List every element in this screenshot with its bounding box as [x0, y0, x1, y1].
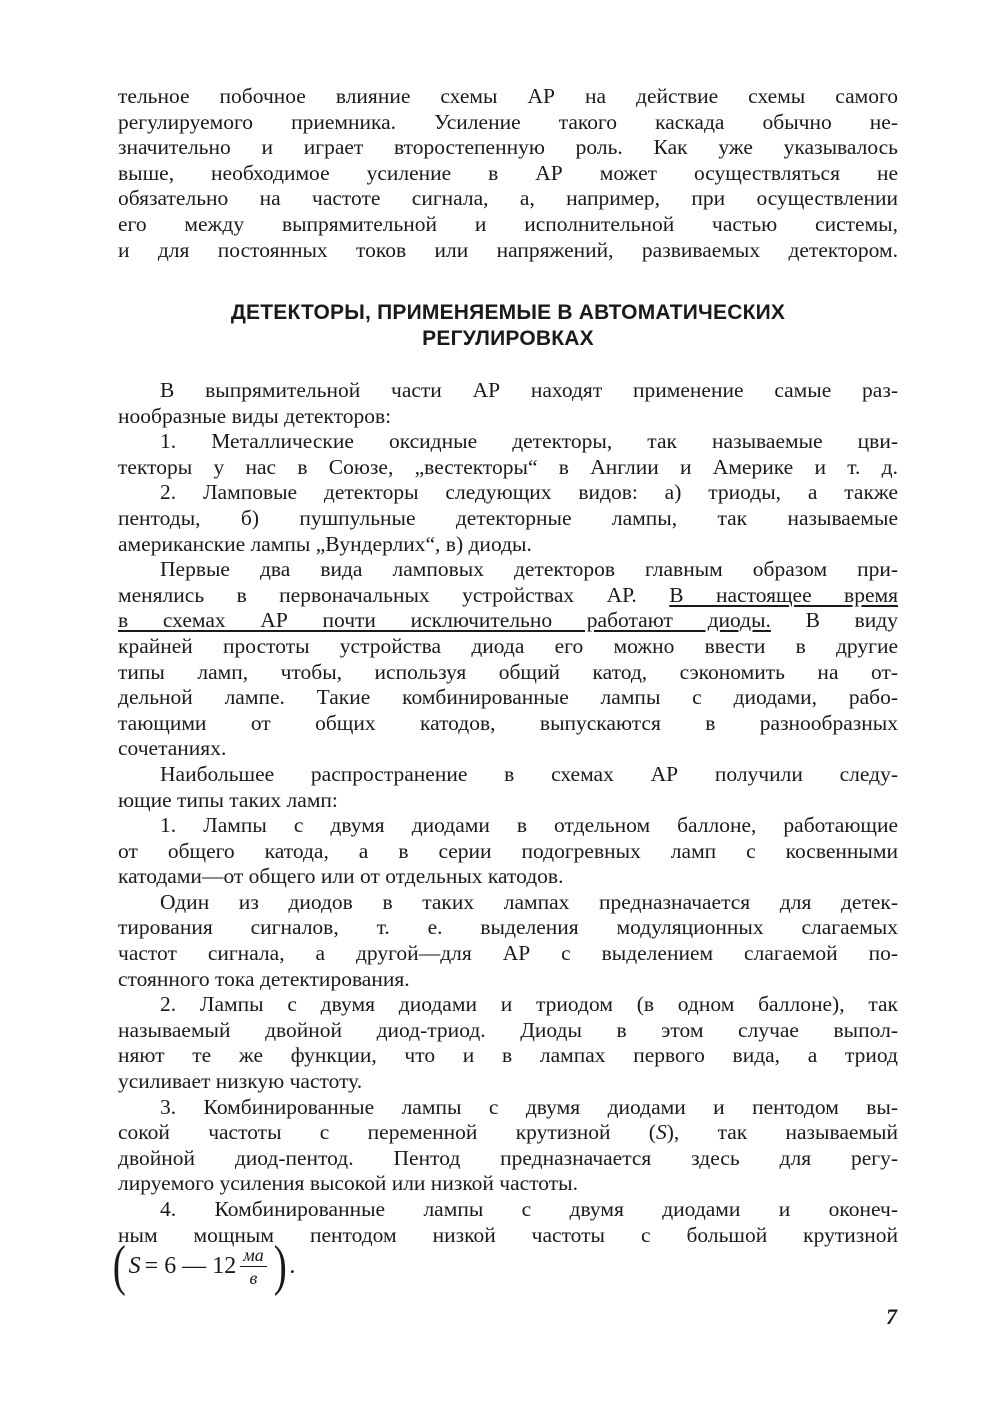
text-line: 3. Комбинированные лампы с двумя диодами и пентодом вы-	[160, 1094, 898, 1119]
text-line: американские лампы „Вундерлих“, в) диоды.	[118, 531, 532, 556]
text-line: В выпрямительной части АР находят применение самые раз-	[160, 378, 898, 402]
text-line: лируемого усиления высокой или низкой частоты.	[118, 1171, 578, 1196]
fraction-denominator: в	[249, 1267, 258, 1288]
text-line: двойной диод-пентод. Пентод предназначается здесь для регу-	[118, 1145, 898, 1170]
formula-symbol: S	[128, 1252, 141, 1279]
text-line: пентоды, б) пушпульные детекторные лампы, так называемые	[118, 505, 898, 530]
text-line: тельное побочное влияние схемы АР на действие схемы самого	[118, 84, 898, 108]
text-line: 4. Комбинированные лампы с двумя диодами и оконеч-	[160, 1197, 898, 1221]
text-line: крайней простоты устройства диода его можно ввести в другие	[118, 633, 898, 658]
text-line: ющие типы таких ламп:	[118, 787, 338, 812]
page-number: 7	[886, 1304, 897, 1329]
formula	[110, 1236, 295, 1296]
text-line	[118, 583, 898, 609]
formula-fraction	[240, 1244, 267, 1289]
fraction-numerator: ма	[240, 1244, 267, 1267]
text-line: сочетаниях.	[118, 736, 227, 761]
underlined-text: В настоящее время	[669, 582, 898, 607]
text-line: усиливает низкую частоту.	[118, 1069, 363, 1094]
heading-line-1: ДЕТЕКТОРЫ, ПРИМЕНЯЕМЫЕ В АВТОМАТИЧЕСКИХ	[230, 301, 786, 324]
text-line: текторы у нас в Союзе, „вестекторы“ в Англии и Америке и т. д.	[118, 454, 898, 479]
text-line: от общего катода, а в серии подогревных ламп с косвенными	[118, 838, 898, 863]
text-span: ), так называемый	[666, 1120, 899, 1145]
text-line: его между выпрямительной и исполнительной частью системы,	[118, 211, 898, 236]
text-line: няют те же функции, что и в лампах первого вида, а триод	[118, 1043, 898, 1068]
top-paragraph	[118, 84, 898, 263]
text-line: и для постоянных токов или напряжений, развиваемых детектором.	[118, 237, 898, 262]
text-line: нообразные виды детекторов:	[118, 403, 392, 428]
text-line: Один из диодов в таких лампах предназначается для детек-	[160, 889, 898, 914]
section-heading	[118, 300, 898, 352]
text-line: 2. Лампы с двумя диодами и триодом (в одном баллоне), так	[160, 992, 898, 1017]
text-span: сокой частоты с переменной крутизной (	[118, 1120, 656, 1145]
text-line: тирования сигналов, т. е. выделения модуляционных слагаемых	[118, 915, 898, 940]
text-span: менялись в первоначальных устройствах АР.	[118, 582, 670, 607]
formula-dot: .	[289, 1252, 296, 1279]
text-line: 1. Металлические оксидные детекторы, так называемые цви-	[160, 429, 898, 454]
text-line: обязательно на частоте сигнала, а, например, при осуществлении	[118, 186, 898, 211]
underlined-text: в схемах АР почти исключительно работают диоды.	[118, 608, 771, 633]
text-line: называемый двойной диод-триод. Диоды в этом случае выпол-	[118, 1017, 898, 1042]
text-line: дельной лампе. Такие комбинированные лампы с диодами, рабо-	[118, 685, 898, 710]
text-line: выше, необходимое усиление в АР может осуществляться не	[118, 160, 898, 185]
text-line: Наибольшее распространение в схемах АР получили следу-	[160, 761, 898, 786]
text-line	[118, 608, 898, 634]
open-paren: (	[112, 1235, 126, 1297]
text-line: регулируемого приемника. Усиление такого каскада обычно не-	[118, 109, 898, 134]
text-line: 1. Лампы с двумя диодами в отдельном баллоне, работающие	[160, 813, 898, 838]
text-line: тающими от общих катодов, выпускаются в разнообразных	[118, 710, 898, 735]
close-paren: )	[273, 1235, 287, 1297]
text-span: В виду	[770, 608, 898, 633]
text-line: значительно и играет второстепенную роль. Как уже указывалось	[118, 135, 898, 160]
text-line: стоянного тока детектирования.	[118, 966, 410, 991]
heading-line-2: РЕГУЛИРОВКАХ	[422, 327, 594, 350]
text-line: Первые два вида ламповых детекторов главным образом при-	[160, 557, 898, 582]
formula-range: = 6 — 12	[144, 1252, 237, 1279]
text-line: частот сигнала, а другой—для АР с выделением слагаемой по-	[118, 941, 898, 966]
section-body	[118, 378, 898, 1248]
text-line: ным мощным пентодом низкой частоты с большой крутизной	[118, 1222, 898, 1247]
text-line: катодами—от общего или от отдельных катодов.	[118, 864, 564, 889]
text-line: типы ламп, чтобы, используя общий катод, сэкономить на от-	[118, 659, 898, 684]
symbol-s: S	[655, 1120, 667, 1145]
text-line	[118, 1120, 898, 1146]
text-line: 2. Ламповые детекторы следующих видов: а) триоды, а также	[160, 480, 898, 505]
